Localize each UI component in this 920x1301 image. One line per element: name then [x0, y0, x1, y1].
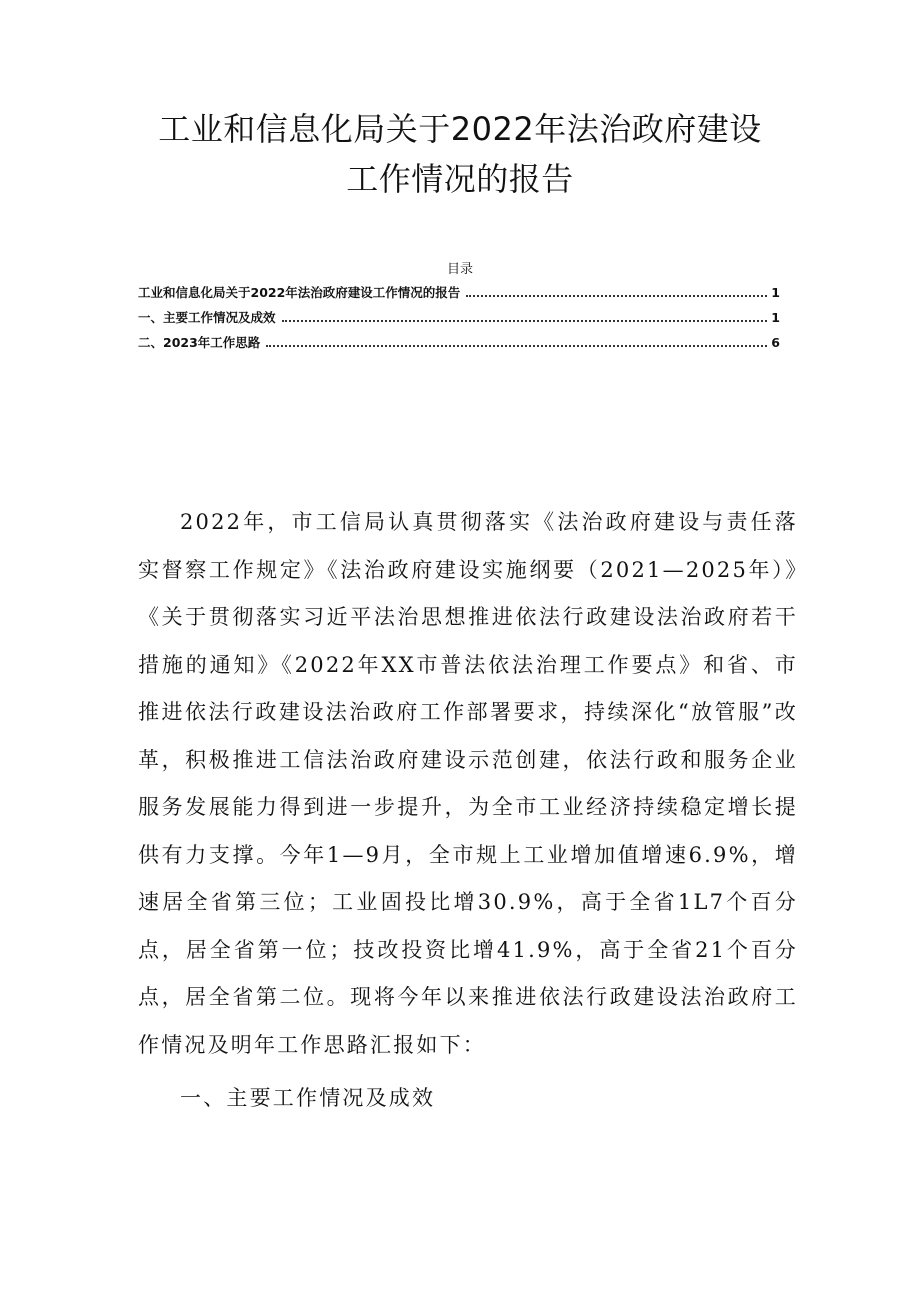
- toc-entry-label: 二、2023年工作思路: [138, 335, 261, 350]
- toc-leader-dots: [282, 319, 768, 322]
- toc-heading: 目录: [446, 262, 473, 277]
- toc-entry-page: 6: [771, 335, 780, 350]
- document-title-line-1: 工业和信息化局关于2022年法治政府建设: [158, 110, 762, 148]
- toc-entry-label: 工业和信息化局关于2022年法治政府建设工作情况的报告: [138, 285, 461, 300]
- toc-entry-page: 1: [771, 285, 780, 300]
- document-title-line-2: 工作情况的报告: [346, 160, 574, 198]
- toc-entry[interactable]: [138, 284, 780, 309]
- toc-leader-dots: [266, 344, 767, 347]
- table-of-contents: [138, 284, 780, 359]
- section-heading: 一、主要工作情况及成效: [180, 1086, 436, 1110]
- intro-paragraph: 2022年，市工信局认真贯彻落实《法治政府建设与责任落实督察工作规定》《法治政府建设实施纲要（2021—2025年）》《关于贯彻落实习近平法治思想推进依法行政建设法治政府若干措施的通知》《2022年XX市普法依法治理工作要点》和省、市推进依法行政建设法治政府工作部署要求，持续深化“放管服”改革，积极推进工信法治政府建设示范创建，依法行政和服务企业服务发展能力得到进一步提升，为全市工业经济持续稳定增长提供有力支撑。今年1—9月，全市规上工业增加值增速6.9%，增速居全省第三位；工业固投比增30.9%，高于全省1L7个百分点，居全省第一位；技改投资比增41.9%，高于全省21个百分点，居全省第二位。现将今年以来推进依法行政建设法治政府工作情况及明年工作思路汇报如下：: [138, 510, 798, 1057]
- toc-entry-page: 1: [771, 310, 780, 325]
- toc-entry[interactable]: [138, 334, 780, 359]
- toc-entry-label: 一、主要工作情况及成效: [138, 310, 276, 325]
- toc-leader-dots: [466, 294, 767, 297]
- toc-entry[interactable]: [138, 309, 780, 334]
